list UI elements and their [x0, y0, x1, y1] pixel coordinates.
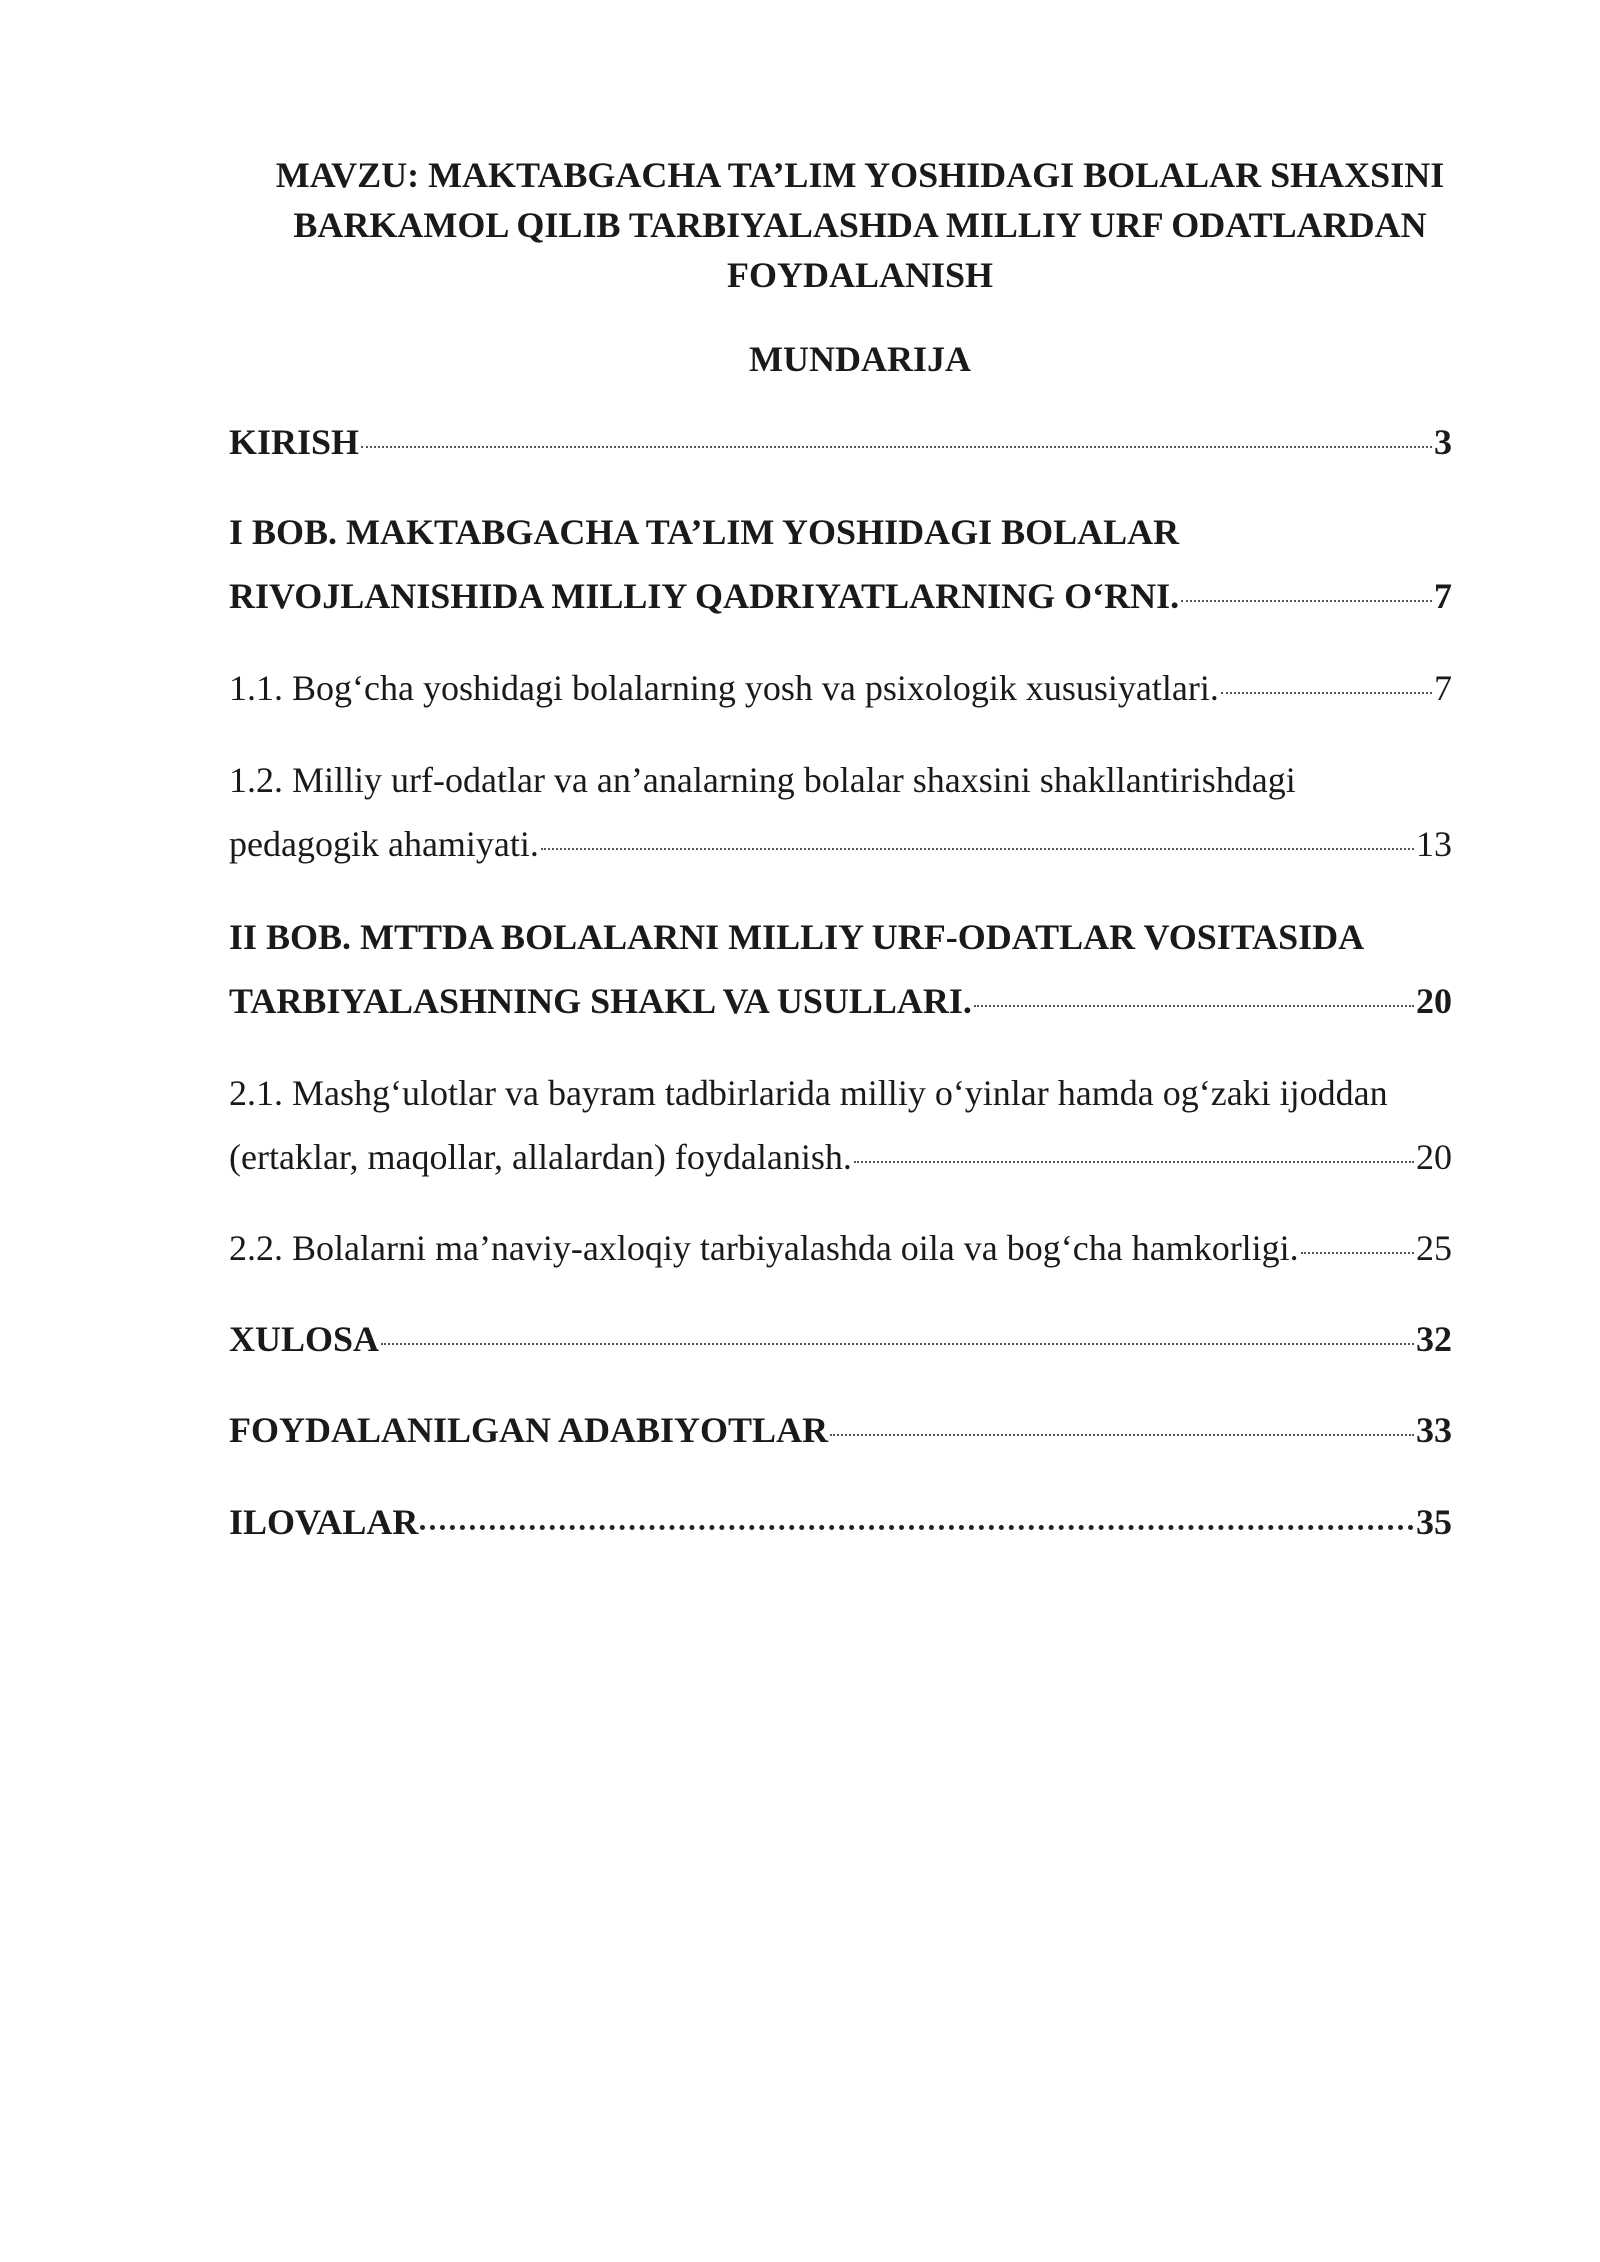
toc-page-number: 7 — [1434, 576, 1452, 616]
toc-page-number: 35 — [1416, 1502, 1452, 1542]
document-title — [200, 150, 1520, 300]
toc-entry-text: 2.1. Mashg‘ulotlar va bayram tadbirlarida milliy o‘yinlar hamda og‘zaki ijoddan — [229, 1073, 1388, 1113]
dot-leader — [1181, 584, 1432, 602]
toc-entry — [229, 1061, 1452, 1189]
dot-leader — [830, 1418, 1414, 1436]
toc-entry-text: FOYDALANILGAN ADABIYOTLAR — [229, 1410, 829, 1450]
title-line: MAVZU: MAKTABGACHA TA’LIM YOSHIDAGI BOLALAR SHAXSINI — [275, 155, 1445, 195]
toc-page-number: 20 — [1416, 1137, 1452, 1177]
toc-entry — [229, 748, 1452, 876]
toc-entry-text: TARBIYALASHNING SHAKL VA USULLARI. — [229, 981, 972, 1021]
toc-entry — [229, 500, 1452, 628]
toc-entry-text: I BOB. MAKTABGACHA TA’LIM YOSHIDAGI BOLALAR — [229, 512, 1180, 552]
toc-entry-text: pedagogik ahamiyati. — [229, 824, 539, 864]
toc-entry-text: (ertaklar, maqollar, allalardan) foydalanish. — [229, 1137, 852, 1177]
dot-leader — [974, 989, 1414, 1007]
dot-leader — [361, 430, 1432, 448]
toc-entry-text: 2.2. Bolalarni ma’naviy-axloqiy tarbiyalashda oila va bog‘cha hamkorligi. — [229, 1228, 1299, 1268]
toc-heading: MUNDARIJA — [749, 339, 971, 379]
dot-leader — [541, 832, 1414, 850]
toc-entry-text: KIRISH — [229, 422, 360, 462]
dot-leader — [854, 1145, 1414, 1163]
toc-entry-text: ILOVALAR — [229, 1502, 419, 1542]
dot-leader — [381, 1327, 1414, 1345]
dot-leader — [420, 1509, 1414, 1530]
dot-leader — [1301, 1236, 1414, 1254]
toc-page-number: 25 — [1416, 1228, 1452, 1268]
toc-entry — [229, 1307, 1452, 1371]
toc-entry — [229, 410, 1452, 474]
toc-page-number: 33 — [1416, 1410, 1452, 1450]
toc-entry — [229, 656, 1452, 720]
toc-entry-text: RIVOJLANISHIDA MILLIY QADRIYATLARNING O‘RNI. — [229, 576, 1180, 616]
toc-page-number: 32 — [1416, 1319, 1452, 1359]
toc-entry — [229, 1398, 1452, 1462]
toc-page-number: 3 — [1434, 422, 1452, 462]
toc-page-number: 7 — [1434, 668, 1452, 708]
toc-entry-text: XULOSA — [229, 1319, 380, 1359]
toc-entry — [229, 1216, 1452, 1280]
toc-page-number: 13 — [1416, 824, 1452, 864]
toc-entry — [229, 1490, 1452, 1554]
toc-entry-text: 1.2. Milliy urf-odatlar va an’analarning bolalar shaxsini shakllantirishdagi — [229, 760, 1296, 800]
title-line: FOYDALANISH — [726, 255, 994, 295]
dot-leader — [1221, 676, 1432, 694]
toc-entry — [229, 905, 1452, 1033]
title-line: BARKAMOL QILIB TARBIYALASHDA MILLIY URF ODATLARDAN — [293, 205, 1427, 245]
toc-entry-text: II BOB. MTTDA BOLALARNI MILLIY URF-ODATLAR VOSITASIDA — [229, 917, 1365, 957]
toc-page-number: 20 — [1416, 981, 1452, 1021]
toc-entry-text: 1.1. Bog‘cha yoshidagi bolalarning yosh va psixologik xususiyatlari. — [229, 668, 1219, 708]
